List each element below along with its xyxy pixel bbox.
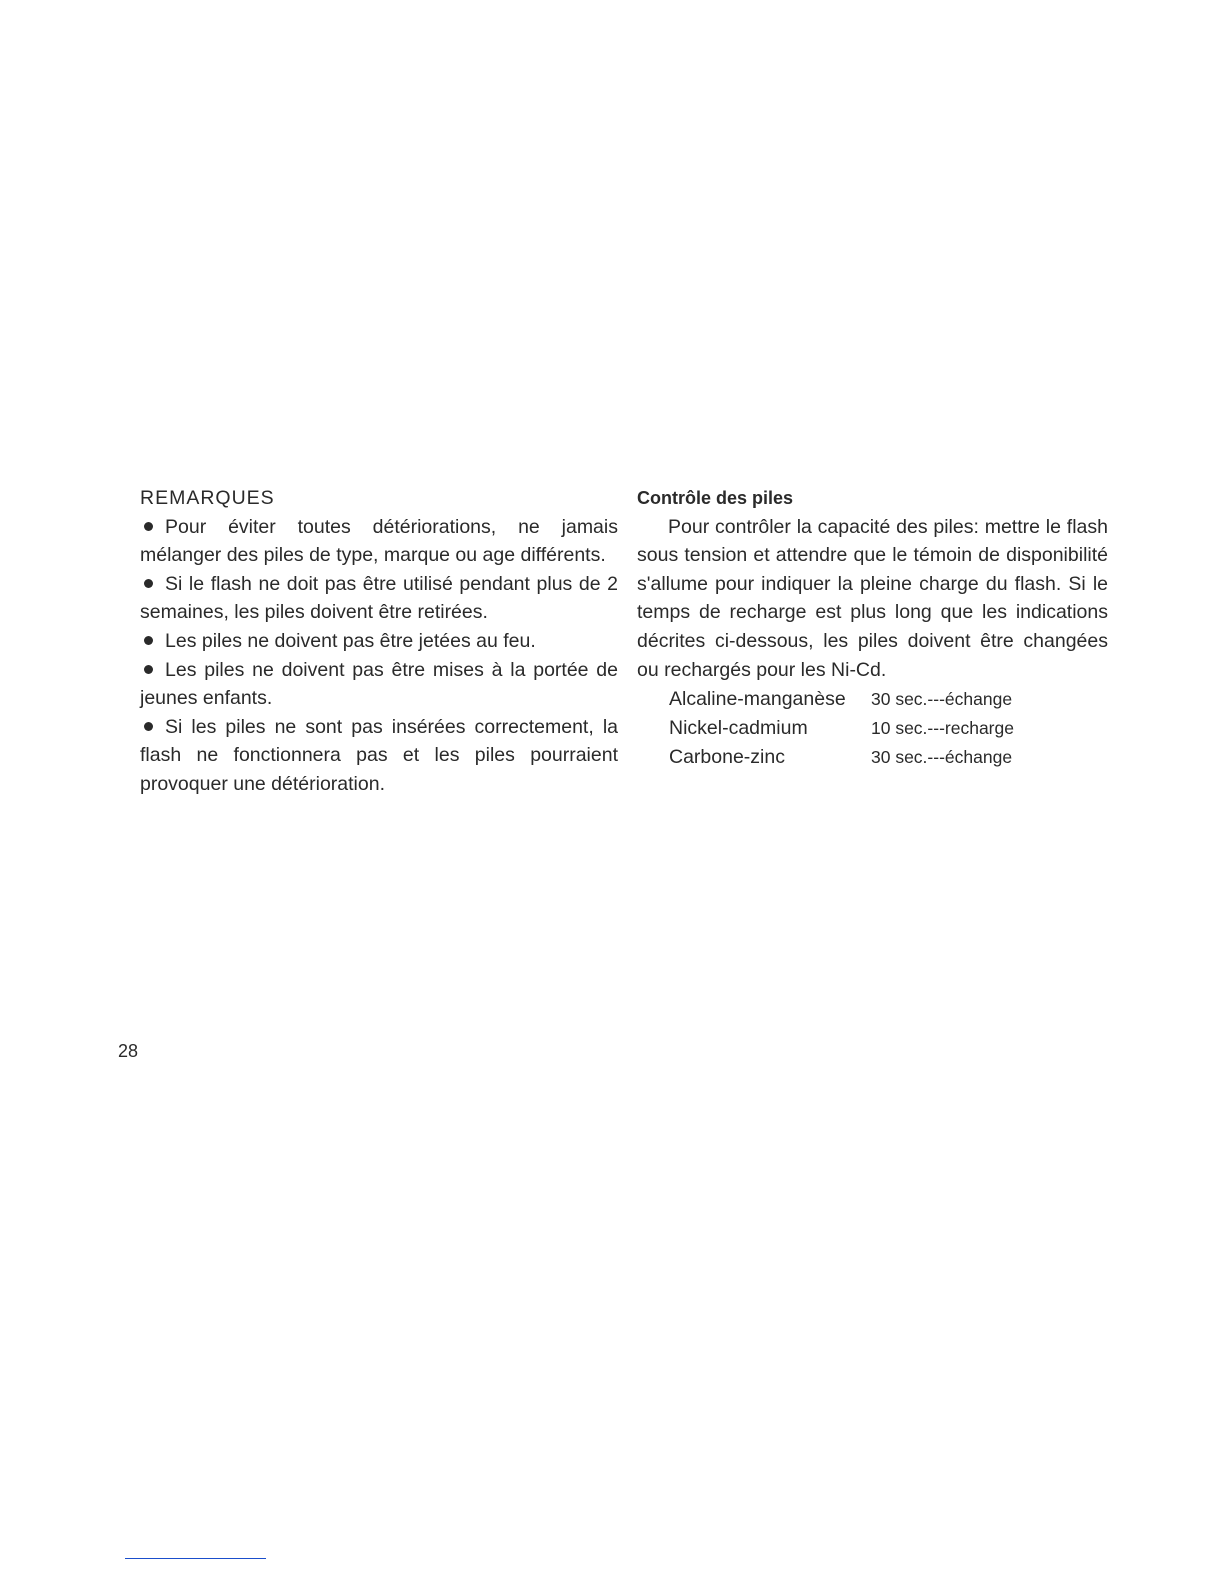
battery-check-heading: Contrôle des piles	[637, 488, 794, 508]
bullet-icon	[144, 579, 153, 588]
remark-text: Pour éviter toutes détériorations, ne jamais mélanger des piles de type, marque ou age différents.	[140, 515, 618, 567]
recharge-time: 30 sec.---échange	[871, 747, 1013, 768]
bullet-icon	[144, 722, 153, 731]
remark-text: Si les piles ne sont pas insérées correctement, la flash ne fonctionnera pas et les piles pourraient provoquer une détérioration.	[140, 715, 618, 795]
page-number: 28	[118, 1041, 139, 1061]
table-row	[637, 714, 1108, 743]
remark-item	[140, 513, 618, 570]
footer-divider	[125, 1558, 266, 1559]
recharge-time: 30 sec.---échange	[871, 689, 1013, 710]
table-row	[637, 685, 1108, 714]
remark-item	[140, 656, 618, 713]
remark-text: Les piles ne doivent pas être mises à la portée de jeunes enfants.	[140, 658, 618, 710]
battery-check-section	[637, 484, 1108, 772]
bullet-icon	[144, 665, 153, 674]
battery-type: Nickel-cadmium	[669, 717, 808, 740]
battery-check-paragraph: Pour contrôler la capacité des piles: mettre le flash sous tension et attendre que le témoin de disponibilité s'allume pour indiquer la pleine charge du flash. Si le temps de recharge est plus long que les indications décrites ci-dessous, les piles doivent être changées ou rechargés pour les Ni-Cd.	[637, 515, 1108, 681]
bullet-icon	[144, 522, 153, 531]
remark-item	[140, 627, 618, 656]
table-row	[637, 743, 1108, 772]
bullet-icon	[144, 636, 153, 645]
remarks-heading: REMARQUES	[140, 487, 275, 509]
remark-item	[140, 713, 618, 799]
remarks-section	[140, 484, 618, 799]
battery-type: Carbone-zinc	[669, 746, 785, 769]
recharge-time-table	[637, 685, 1108, 772]
remark-text: Les piles ne doivent pas être jetées au feu.	[165, 629, 536, 652]
remark-text: Si le flash ne doit pas être utilisé pendant plus de 2 semaines, les piles doivent être retirées.	[140, 572, 618, 624]
battery-type: Alcaline-manganèse	[669, 688, 846, 711]
remark-item	[140, 570, 618, 627]
recharge-time: 10 sec.---recharge	[871, 718, 1014, 739]
